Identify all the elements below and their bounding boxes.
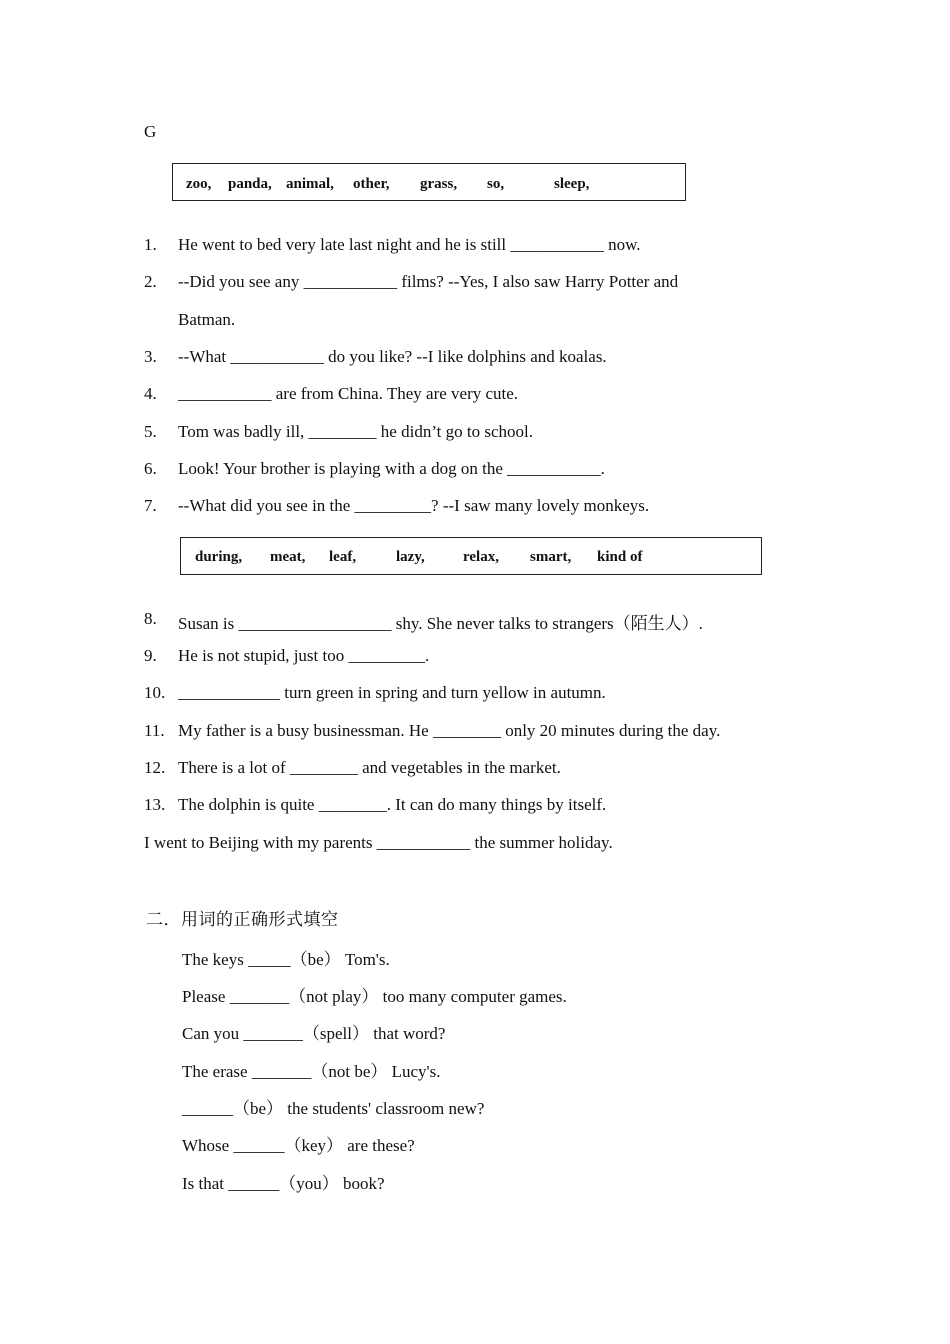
- fill-in-item: Can you _______（spell） that word?: [182, 1024, 446, 1043]
- question-text-continued: Batman.: [178, 310, 236, 329]
- question-text: I went to Beijing with my parents ___________ the summer holiday.: [144, 833, 613, 852]
- fill-in-item: The keys _____（be） Tom's.: [182, 950, 390, 969]
- question-text: Look! Your brother is playing with a dog on the ___________.: [178, 459, 605, 478]
- word-bank-word: relax,: [463, 549, 499, 565]
- word-bank-word: kind of: [597, 549, 643, 565]
- question-number: 4.: [144, 384, 157, 403]
- section-heading: 二．用词的正确形式填空: [146, 910, 339, 929]
- question-text: ____________ turn green in spring and turn yellow in autumn.: [178, 683, 606, 702]
- word-bank-word: sleep,: [554, 176, 590, 192]
- word-bank-word: so,: [487, 176, 505, 192]
- question-text: There is a lot of ________ and vegetables in the market.: [178, 758, 561, 777]
- fill-in-item: Whose ______（key） are these?: [182, 1136, 415, 1155]
- word-bank-word: zoo,: [186, 176, 212, 192]
- word-bank-box-1: [172, 163, 686, 201]
- word-bank-word: other,: [353, 176, 390, 192]
- question-number: 3.: [144, 347, 157, 366]
- word-bank-word: leaf,: [329, 549, 357, 565]
- fill-in-item: Please _______（not play） too many computer games.: [182, 987, 567, 1006]
- question-text: ___________ are from China. They are very cute.: [178, 384, 519, 403]
- question-text: He is not stupid, just too _________.: [178, 646, 430, 665]
- word-bank-word: lazy,: [396, 549, 425, 565]
- word-bank-box-2: [180, 537, 762, 575]
- question-number: 10.: [144, 683, 166, 702]
- question-number: 6.: [144, 459, 157, 478]
- word-bank-word: during,: [195, 549, 243, 565]
- word-bank-word: smart,: [530, 549, 572, 565]
- word-bank-word: animal,: [286, 176, 334, 192]
- question-text: He went to bed very late last night and he is still ___________ now.: [178, 235, 641, 254]
- word-bank-word: grass,: [420, 176, 458, 192]
- fill-in-item: The erase _______（not be） Lucy's.: [182, 1062, 441, 1081]
- question-text: --What did you see in the _________? --I saw many lovely monkeys.: [178, 496, 650, 515]
- fill-in-item: ______（be） the students' classroom new?: [182, 1099, 485, 1118]
- question-number: 7.: [144, 496, 157, 515]
- question-text: My father is a busy businessman. He ________ only 20 minutes during the day.: [178, 721, 721, 740]
- question-number: 12.: [144, 758, 166, 777]
- question-text: The dolphin is quite ________. It can do many things by itself.: [178, 795, 607, 814]
- question-text: --Did you see any ___________ films? --Yes, I also saw Harry Potter and: [178, 272, 679, 291]
- question-number: 13.: [144, 795, 166, 814]
- question-number: 5.: [144, 422, 157, 441]
- question-number: 8.: [144, 609, 157, 628]
- question-text: Tom was badly ill, ________ he didn’t go to school.: [178, 422, 533, 441]
- question-number: 1.: [144, 235, 157, 254]
- question-number: 9.: [144, 646, 157, 665]
- word-bank-word: panda,: [228, 176, 272, 192]
- fill-in-item: Is that ______（you） book?: [182, 1174, 385, 1193]
- question-text: --What ___________ do you like? --I like dolphins and koalas.: [178, 347, 607, 366]
- question-text: Susan is __________________ shy. She never talks to strangers（陌生人）.: [178, 614, 703, 633]
- question-number: 11.: [144, 721, 165, 740]
- section-letter: G: [144, 122, 157, 141]
- question-number: 2.: [144, 272, 157, 291]
- word-bank-word: meat,: [270, 549, 306, 565]
